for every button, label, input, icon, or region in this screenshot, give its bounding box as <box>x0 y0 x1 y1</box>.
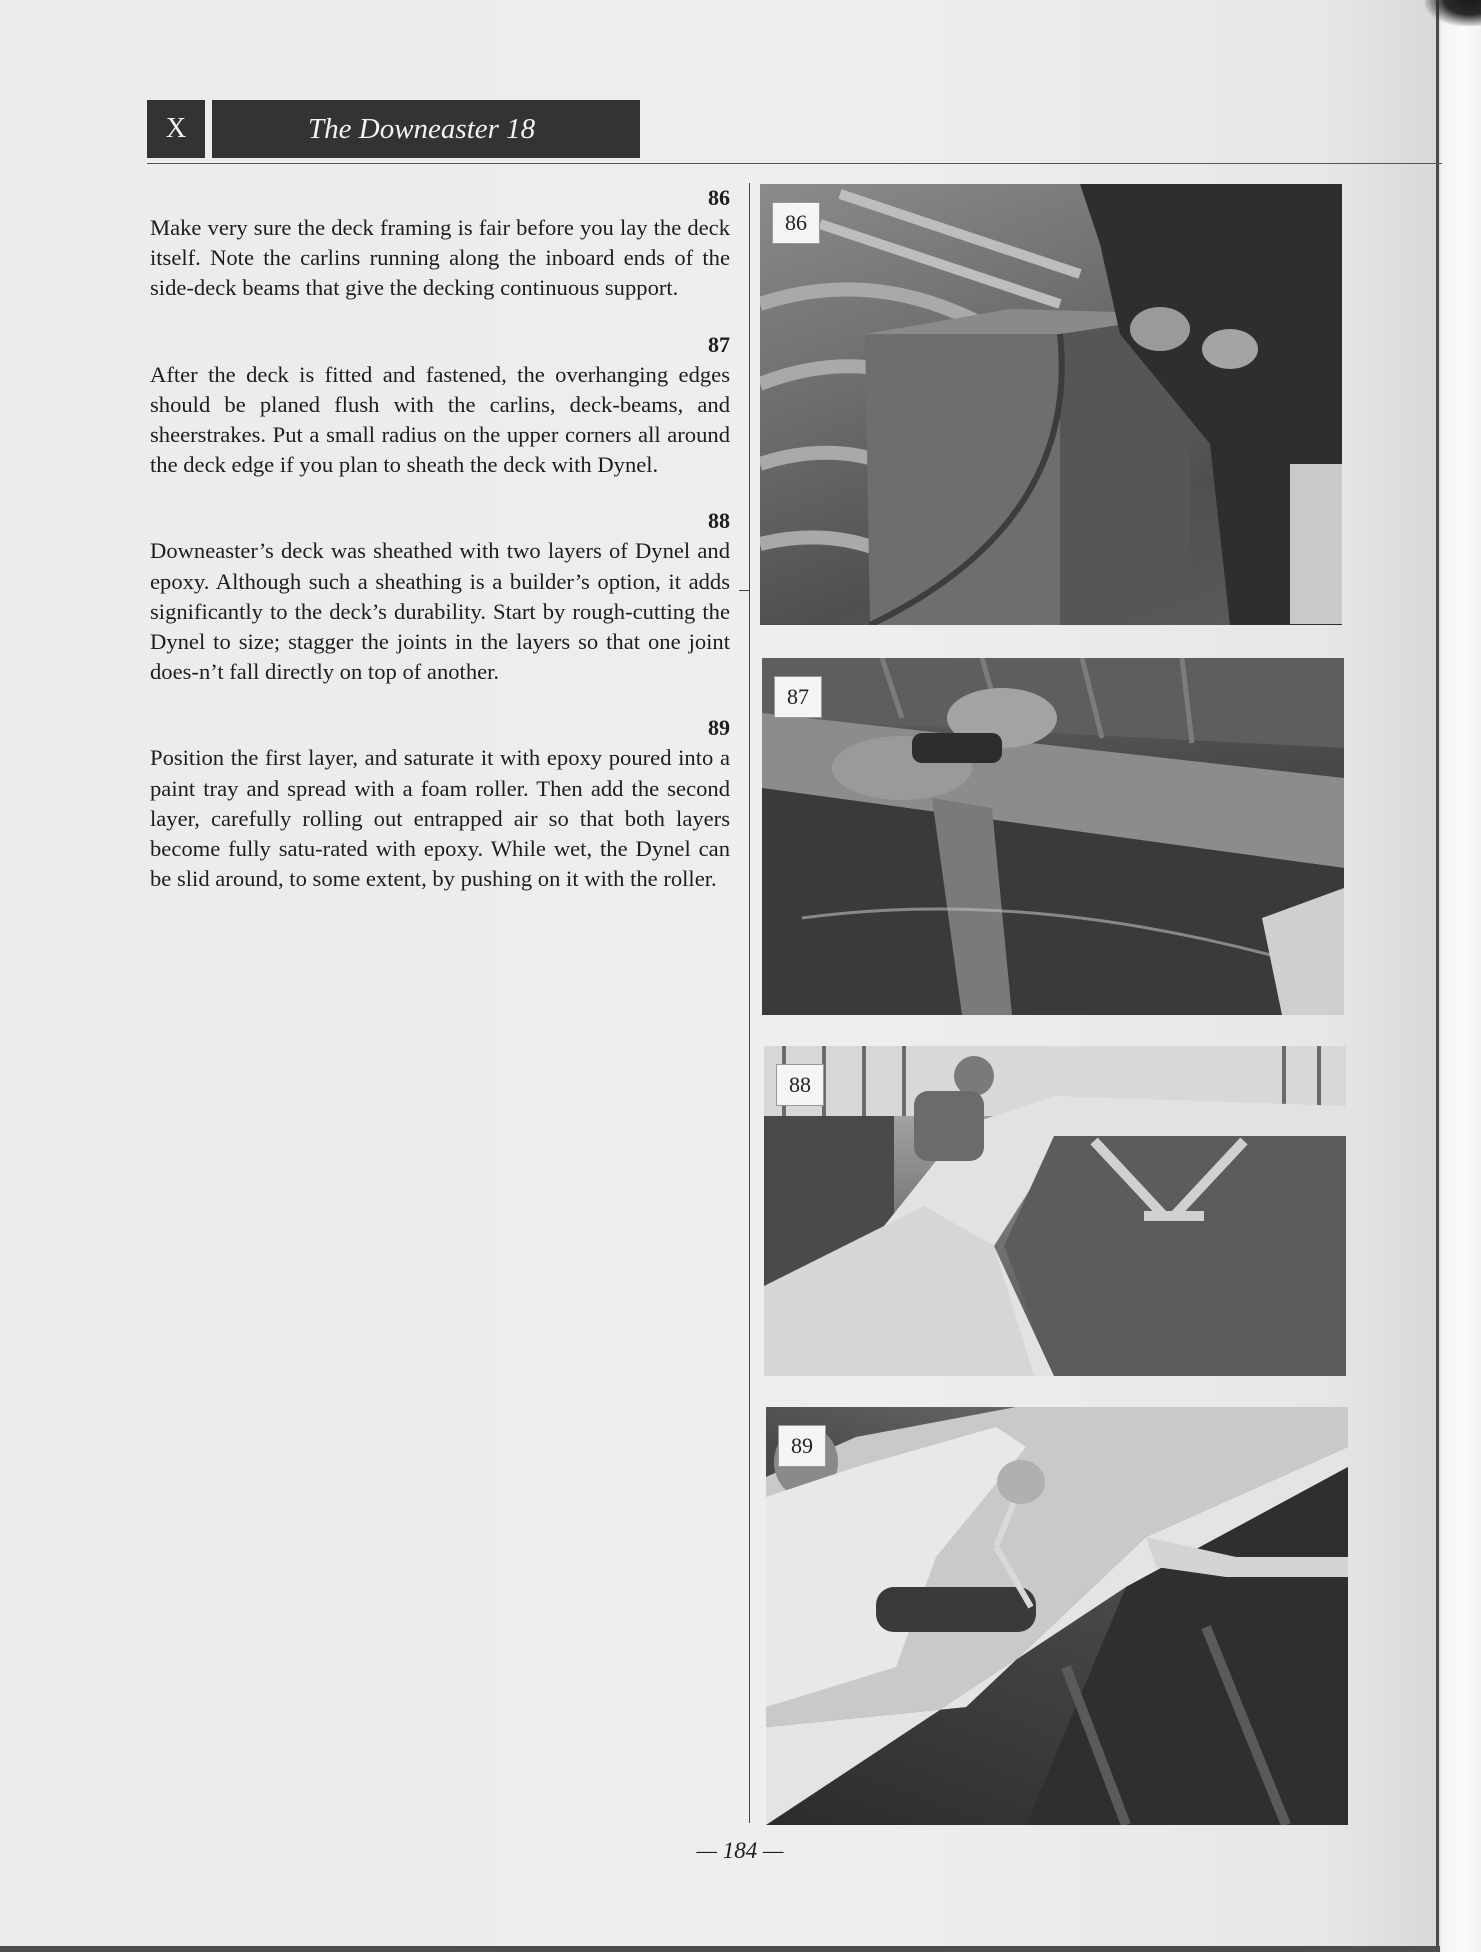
photo-87-label: 87 <box>774 676 822 718</box>
photo-88-dynel-sheathing <box>764 1046 1346 1376</box>
photo-89-label: 89 <box>778 1425 826 1467</box>
step-number-87: 87 <box>708 331 730 357</box>
binding-edge <box>1437 0 1481 1952</box>
page-number: — 184 — <box>696 1838 784 1863</box>
binding-shadow <box>1436 0 1439 1952</box>
column-divider <box>749 183 750 1823</box>
step-text-86: Make very sure the deck framing is fair before you lay the deck itself. Note the carlins running along the inboard ends of the side-deck beams that give the decking continuous support. <box>150 215 730 301</box>
step-number-86: 86 <box>708 185 730 210</box>
step-text-89: Position the first layer, and saturate it with epoxy poured into a paint tray and spread with a foam roller. Then add the second layer, carefully rolling out entrapped air so that both layers become fully satu-rated with epoxy. While wet, the Dynel can be slid around, to some extent, by pushing on it with the roller. <box>150 745 730 892</box>
photo-89-illustration <box>766 1407 1348 1825</box>
photo-88-illustration <box>764 1046 1346 1376</box>
photo-87-planing-deck <box>762 658 1344 1015</box>
photo-86-label: 86 <box>772 202 820 244</box>
photo-87-illustration <box>762 658 1344 1015</box>
divider-tick <box>739 590 749 591</box>
photo-89-rolling-epoxy <box>766 1407 1348 1825</box>
running-title: The Downeaster 18 <box>212 100 640 158</box>
page-bottom-edge <box>0 1946 1440 1952</box>
photo-86-deck-framing <box>760 184 1342 625</box>
chapter-number: X <box>147 100 205 158</box>
text-column <box>150 183 730 920</box>
header-rule <box>147 163 1442 164</box>
photo-86-illustration <box>760 184 1342 625</box>
step-text-87: After the deck is fitted and fastened, the overhanging edges should be planed flush with the carlins, deck-beams, and sheerstrakes. Put a small radius on the upper corners all around the deck edge if you plan to sheath the deck with Dynel. <box>150 361 730 478</box>
binding-blot <box>1425 0 1481 26</box>
step-number-88: 88 <box>708 508 730 534</box>
photo-88-label: 88 <box>776 1064 824 1106</box>
step-text-88: Downeaster’s deck was sheathed with two layers of Dynel and epoxy. Although such a sheathing is a builder’s option, it adds significantly to the deck’s durability. Start by rough-cutting the Dynel to size; stagger the joints in the layers so that one joint does-n’t fall directly on top of another. <box>150 538 730 685</box>
step-number-89: 89 <box>708 715 730 741</box>
